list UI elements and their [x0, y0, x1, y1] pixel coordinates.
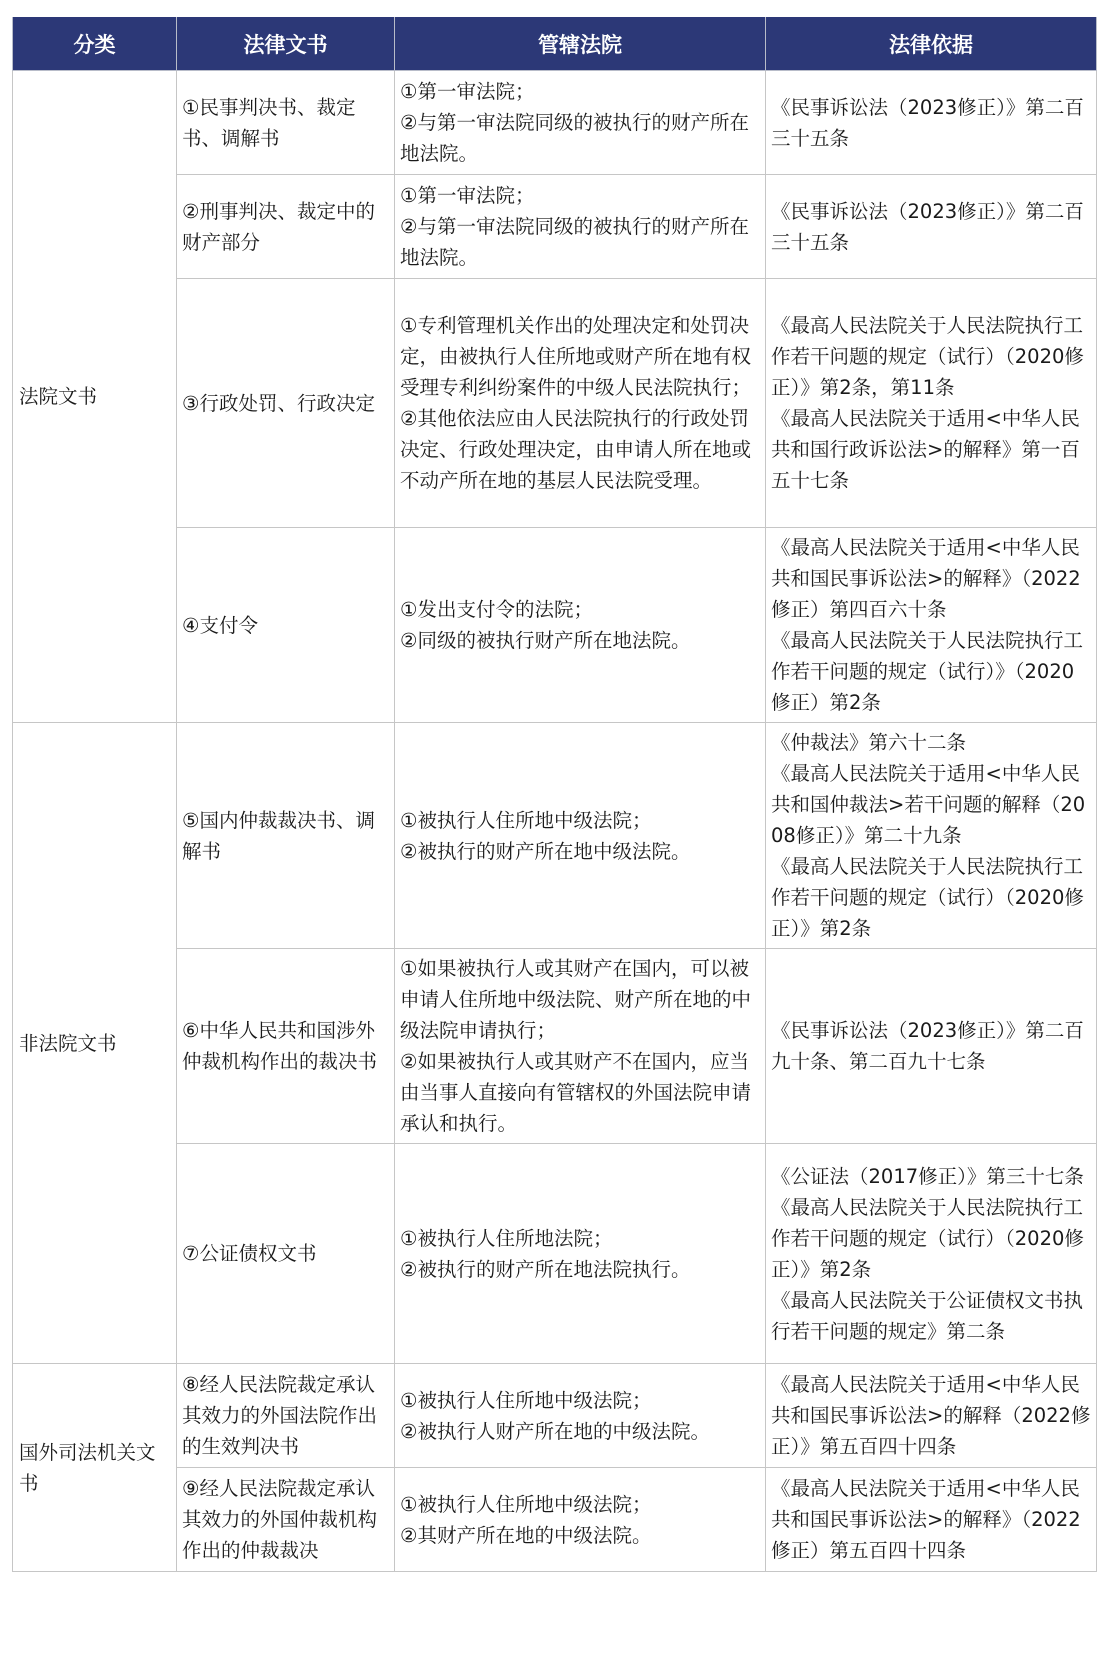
document-cell: ⑤国内仲裁裁决书、调解书	[177, 723, 395, 949]
court-cell: ①被执行人住所地法院； ②被执行的财产所在地法院执行。	[395, 1144, 766, 1364]
table-row	[13, 71, 1097, 175]
document-cell: ⑧经人民法院裁定承认其效力的外国法院作出的生效判决书	[177, 1364, 395, 1468]
basis-cell: 《民事诉讼法（2023修正）》第二百三十五条	[766, 71, 1097, 175]
basis-cell: 《最高人民法院关于适用<中华人民共和国民事诉讼法>的解释（2022修正）》第五百四十四条	[766, 1364, 1097, 1468]
basis-cell: 《最高人民法院关于适用<中华人民共和国民事诉讼法>的解释》（2022修正）第五百四十四条	[766, 1468, 1097, 1572]
basis-cell: 《民事诉讼法（2023修正）》第二百九十条、第二百九十七条	[766, 949, 1097, 1144]
court-cell: ①被执行人住所地中级法院； ②被执行的财产所在地中级法院。	[395, 723, 766, 949]
court-cell: ①被执行人住所地中级法院； ②其财产所在地的中级法院。	[395, 1468, 766, 1572]
court-cell: ①专利管理机关作出的处理决定和处罚决定，由被执行人住所地或财产所在地有权受理专利纠纷案件的中级人民法院执行； ②其他依法应由人民法院执行的行政处罚决定、行政处理决定，由申请人所在地或不动产所在地的基层人民法院受理。	[395, 279, 766, 528]
table-wrapper	[12, 17, 1096, 1572]
court-cell: ①第一审法院； ②与第一审法院同级的被执行的财产所在地法院。	[395, 175, 766, 279]
jurisdiction-table	[12, 17, 1097, 1572]
header-category: 分类	[13, 17, 177, 71]
court-cell: ①第一审法院； ②与第一审法院同级的被执行的财产所在地法院。	[395, 71, 766, 175]
category-cell: 法院文书	[13, 71, 177, 723]
document-cell: ⑨经人民法院裁定承认其效力的外国仲裁机构作出的仲裁裁决	[177, 1468, 395, 1572]
table-body	[13, 71, 1097, 1572]
basis-cell: 《最高人民法院关于适用<中华人民共和国民事诉讼法>的解释》（2022修正）第四百六十条 《最高人民法院关于人民法院执行工作若干问题的规定（试行）》（2020修正）第2条	[766, 528, 1097, 723]
document-cell: ⑥中华人民共和国涉外仲裁机构作出的裁决书	[177, 949, 395, 1144]
header-court: 管辖法院	[395, 17, 766, 71]
table-row	[13, 723, 1097, 949]
basis-cell: 《民事诉讼法（2023修正）》第二百三十五条	[766, 175, 1097, 279]
header-document: 法律文书	[177, 17, 395, 71]
document-cell: ③行政处罚、行政决定	[177, 279, 395, 528]
header-row	[13, 17, 1097, 71]
document-cell: ⑦公证债权文书	[177, 1144, 395, 1364]
court-cell: ①如果被执行人或其财产在国内，可以被申请人住所地中级法院、财产所在地的中级法院申请执行； ②如果被执行人或其财产不在国内，应当由当事人直接向有管辖权的外国法院申请承认和执行。	[395, 949, 766, 1144]
table-header	[13, 17, 1097, 71]
court-cell: ①发出支付令的法院； ②同级的被执行财产所在地法院。	[395, 528, 766, 723]
document-cell: ①民事判决书、裁定书、调解书	[177, 71, 395, 175]
basis-cell: 《最高人民法院关于人民法院执行工作若干问题的规定（试行）（2020修正）》第2条，第11条 《最高人民法院关于适用<中华人民共和国行政诉讼法>的解释》第一百五十七条	[766, 279, 1097, 528]
document-cell: ②刑事判决、裁定中的财产部分	[177, 175, 395, 279]
basis-cell: 《仲裁法》第六十二条 《最高人民法院关于适用<中华人民共和国仲裁法>若干问题的解释（2008修正）》第二十九条 《最高人民法院关于人民法院执行工作若干问题的规定（试行）（2020修正）》第2条	[766, 723, 1097, 949]
category-cell: 非法院文书	[13, 723, 177, 1364]
document-cell: ④支付令	[177, 528, 395, 723]
table-row	[13, 1364, 1097, 1468]
court-cell: ①被执行人住所地中级法院； ②被执行人财产所在地的中级法院。	[395, 1364, 766, 1468]
header-basis: 法律依据	[766, 17, 1097, 71]
basis-cell: 《公证法（2017修正）》第三十七条 《最高人民法院关于人民法院执行工作若干问题的规定（试行）（2020修正）》第2条 《最高人民法院关于公证债权文书执行若干问题的规定》第二条	[766, 1144, 1097, 1364]
category-cell: 国外司法机关文书	[13, 1364, 177, 1572]
